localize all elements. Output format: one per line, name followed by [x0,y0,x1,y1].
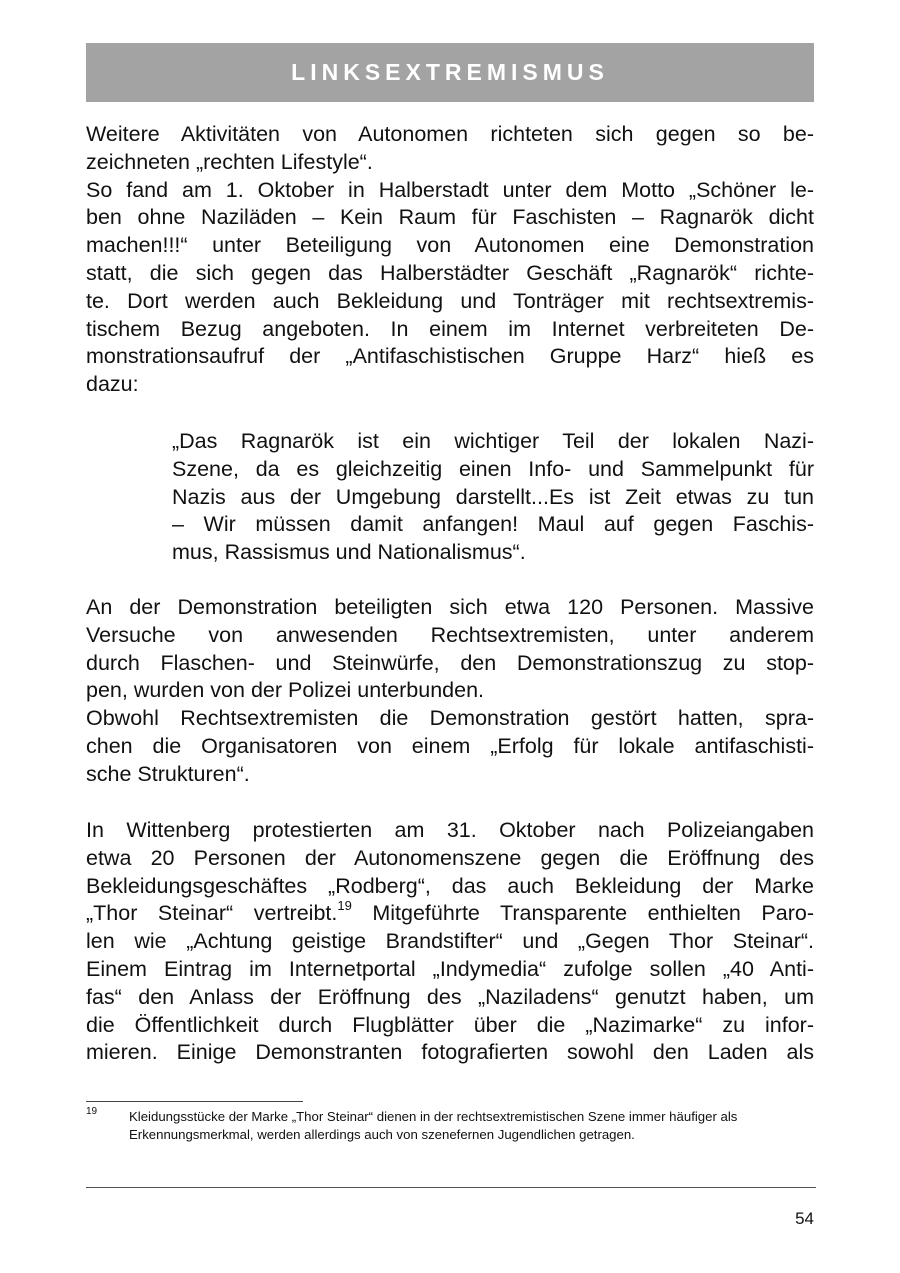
section-header [86,43,814,102]
paragraph-1 [86,121,814,399]
page-number: 54 [795,1209,814,1228]
text-line: Versuche von anwesenden Rechtsextremisten, unter anderem [86,622,814,647]
text-line: chen die Organisatoren von einem „Erfolg für lokale antifaschisti- [86,733,814,758]
text-line: zeichneten „rechten Lifestyle“. [86,149,373,174]
section-title: LINKSEXTREMISMUS [291,59,609,85]
text-line: statt, die sich gegen das Halberstädter Geschäft „Ragnarök“ richte- [86,260,814,285]
text-line: tischem Bezug angeboten. In einem im Internet verbreiteten De- [86,316,814,341]
text-segment: „Thor Steinar“ vertreibt. [86,901,338,926]
text-line: te. Dort werden auch Bekleidung und Tonträger mit rechtsextremis- [86,288,814,313]
text-line: die Öffentlichkeit durch Flugblätter über die „Nazimarke“ zu infor- [86,1012,814,1037]
quote-line: Nazis aus der Umgebung darstellt...Es ist Zeit etwas zu tun [172,484,814,509]
text-line-with-footnote [86,900,814,928]
footnote-reference[interactable]: 19 [337,898,352,914]
text-line: Einem Eintrag im Internetportal „Indymedia“ zufolge sollen „40 Anti- [86,956,814,981]
paragraph-3 [86,817,814,1067]
text-line: In Wittenberg protestierten am 31. Oktober nach Polizeiangaben [86,818,814,842]
quote-line: – Wir müssen damit anfangen! Maul auf gegen Faschis- [172,512,814,537]
text-line: pen, wurden von der Polizei unterbunden. [86,678,485,703]
text-line: machen!!!“ unter Beteiligung von Autonomen eine Demonstration [86,233,814,258]
text-line: Obwohl Rechtsextremisten die Demonstration gestört hatten, spra- [86,706,814,731]
footnote-text: Kleidungsstücke der Marke „Thor Steinar“ dienen in der rechtsextremistischen Szene immer häufiger als Erkennungsmerkmal, werden allerdings auch von szenefernen Jugendlichen getragen. [129,1109,738,1142]
text-line: durch Flaschen- und Steinwürfe, den Demonstrationszug zu stop- [86,650,814,675]
footnote-divider [86,1101,303,1102]
text-line: etwa 20 Personen der Autonomenszene gegen die Eröffnung des [86,845,814,870]
text-line: dazu: [86,372,139,397]
text-line: Bekleidungsgeschäftes „Rodberg“, das auch Bekleidung der Marke [86,873,814,898]
text-line: An der Demonstration beteiligten sich etwa 120 Personen. Massive [86,595,814,619]
text-line: monstrationsaufruf der „Antifaschistischen Gruppe Harz“ hieß es [86,344,814,369]
block-quote [172,428,814,567]
quote-line: „Das Ragnarök ist ein wichtiger Teil der lokalen Nazi- [172,429,814,453]
text-line: sche Strukturen“. [86,761,250,786]
text-line: mieren. Einige Demonstranten fotografierten sowohl den Laden als [86,1040,814,1065]
text-line: So fand am 1. Oktober in Halberstadt unter dem Motto „Schöner le- [86,177,814,202]
paragraph-2 [86,594,814,789]
text-segment: Mitgeführte Transparente enthielten Paro- [351,901,814,926]
text-line: len wie „Achtung geistige Brandstifter“ und „Gegen Thor Steinar“. [86,929,814,954]
page-footer-divider [86,1187,816,1188]
footnote-number: 19 [86,1106,98,1117]
text-line: ben ohne Naziläden – Kein Raum für Faschisten – Ragnarök dicht [86,205,814,230]
text-line: Weitere Aktivitäten von Autonomen richteten sich gegen so be- [86,122,814,146]
text-line: fas“ den Anlass der Eröffnung des „Naziladens“ genutzt haben, um [86,984,814,1009]
quote-line: mus, Rassismus und Nationalismus“. [172,540,526,565]
quote-line: Szene, da es gleichzeitig einen Info- und Sammelpunkt für [172,456,814,481]
